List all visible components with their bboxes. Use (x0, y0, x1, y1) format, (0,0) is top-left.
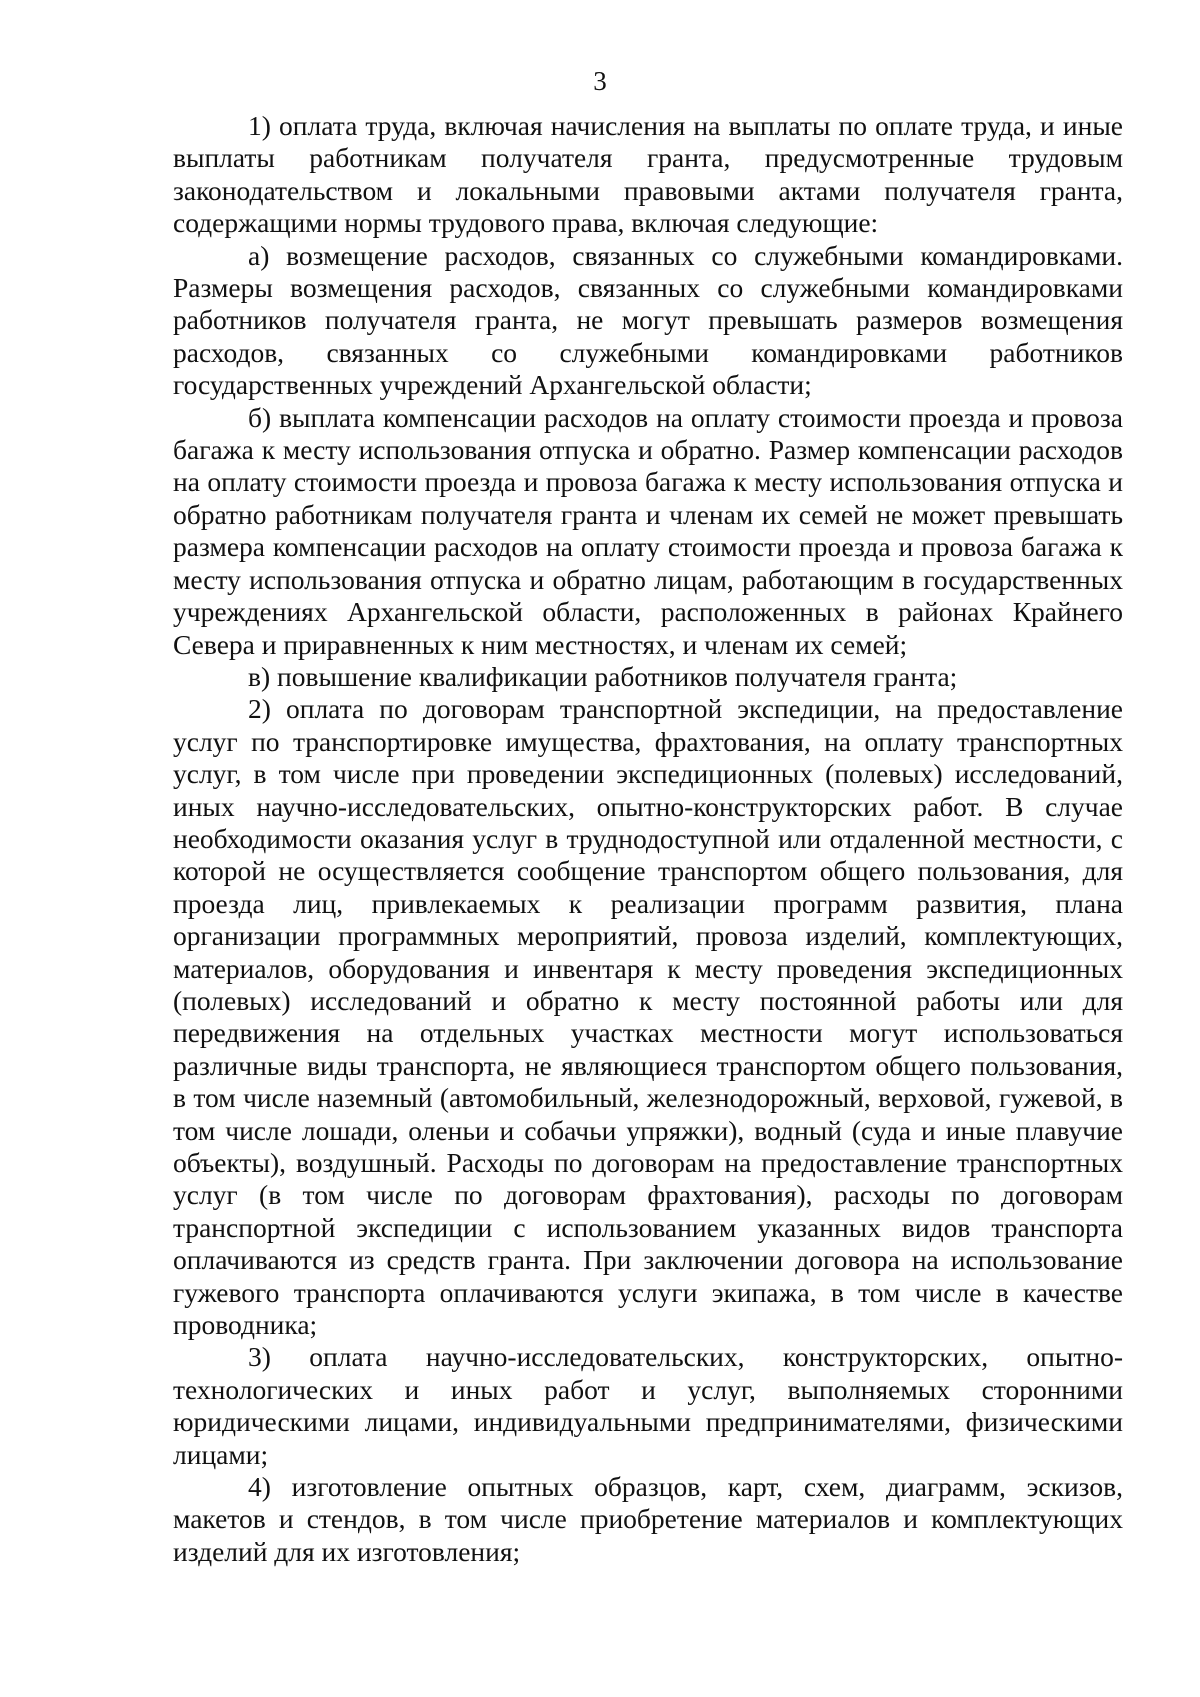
paragraph-3-research-works: 3) оплата научно-исследовательских, конструкторских, опытно-технологических и иных работ и услуг, выполняемых сторонними юридическими лицами, индивидуальными предпринимателями, физическими лицами; (173, 1341, 1123, 1470)
document-body (173, 110, 1123, 1568)
paragraph-1b-vacation-travel-compensation: б) выплата компенсации расходов на оплату стоимости проезда и провоза багажа к месту использования отпуска и обратно. Размер компенсации расходов на оплату стоимости проезда и провоза багажа к месту использования отпуска и обратно работникам получателя гранта и членам их семей не может превышать размера компенсации расходов на оплату стоимости проезда и провоза багажа к месту использования отпуска и обратно лицам, работающим в государственных учреждениях Архангельской области, расположенных в районах Крайнего Севера и приравненных к ним местностях, и членам их семей; (173, 401, 1123, 660)
paragraph-1a-travel-expenses: а) возмещение расходов, связанных со служебными командировками. Размеры возмещения расходов, связанных со служебными командировками работников получателя гранта, не могут превышать размеров возмещения расходов, связанных со служебными командировками работников государственных учреждений Архангельской области; (173, 239, 1123, 401)
paragraph-1v-qualification: в) повышение квалификации работников получателя гранта; (248, 660, 958, 692)
paragraph-4-prototypes: 4) изготовление опытных образцов, карт, схем, диаграмм, эскизов, макетов и стендов, в том числе приобретение материалов и комплектующих изделий для их изготовления; (173, 1471, 1123, 1567)
page-number: 3 (593, 66, 607, 96)
paragraph-2-transport-services: 2) оплата по договорам транспортной экспедиции, на предоставление услуг по транспортировке имущества, фрахтования, на оплату транспортных услуг, в том числе при проведении экспедиционных (полевых) исследований, иных научно-исследовательских, опытно-конструкторских работ. В случае необходимости оказания услуг в труднодоступной или отдаленной местности, с которой не осуществляется сообщение транспортом общего пользования, для проезда лиц, привлекаемых к реализации программ развития, плана организации программных мероприятий, провоза изделий, комплектующих, материалов, оборудования и инвентаря к месту проведения экспедиционных (полевых) исследований и обратно к месту постоянной работы или для передвижения на отдельных участках местности могут использоваться различные виды транспорта, не являющиеся транспортом общего пользования, в том числе наземный (автомобильный, железнодорожный, верховой, гужевой, в том числе лошади, оленьи и собачьи упряжки), водный (суда и иные плавучие объекты), воздушный. Расходы по договорам на предоставление транспортных услуг (в том числе по договорам фрахтования), расходы по договорам транспортной экспедиции с использованием указанных видов транспорта оплачиваются из средств гранта. При заключении договора на использование гужевого транспорта оплачиваются услуги экипажа, в том числе в качестве проводника; (173, 693, 1123, 1341)
paragraph-1-labor-payment: 1) оплата труда, включая начисления на выплаты по оплате труда, и иные выплаты работникам получателя гранта, предусмотренные трудовым законодательством и локальными правовыми актами получателя гранта, содержащими нормы трудового права, включая следующие: (173, 110, 1123, 239)
